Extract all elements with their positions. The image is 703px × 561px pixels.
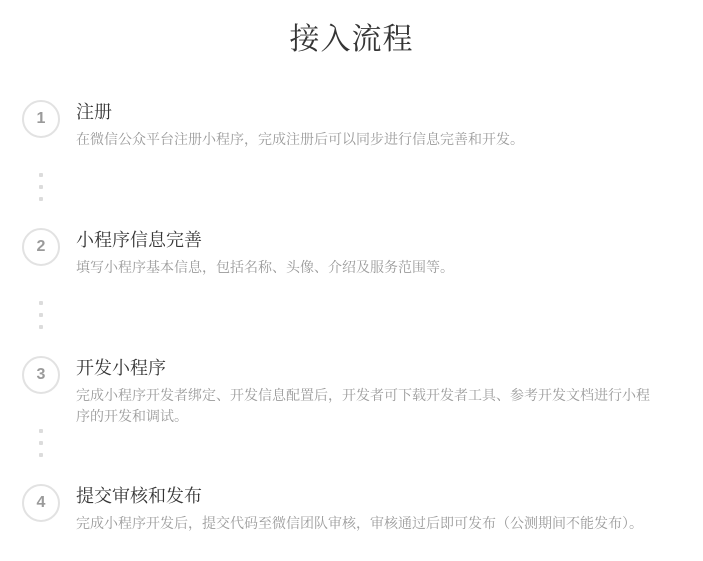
step-title: 小程序信息完善	[76, 230, 202, 250]
step-description: 完成小程序开发后，提交代码至微信团队审核，审核通过后即可发布（公测期间不能发布）。	[76, 515, 643, 531]
step-content	[76, 356, 658, 427]
step-content	[76, 484, 643, 534]
step-content	[76, 228, 454, 278]
step-number-badge: 2	[22, 228, 60, 266]
step-row	[22, 484, 658, 534]
step-row	[22, 356, 658, 427]
step-title: 提交审核和发布	[76, 486, 202, 506]
connector-dots-icon	[39, 429, 43, 457]
connector-dots-icon	[39, 301, 43, 329]
step-group-4	[22, 484, 658, 534]
page-title: 接入流程	[289, 23, 414, 56]
step-title: 注册	[76, 102, 112, 122]
step-group-2	[22, 228, 658, 356]
steps-list	[0, 100, 703, 534]
step-description: 填写小程序基本信息，包括名称、头像、介绍及服务范围等。	[76, 259, 454, 275]
step-number-badge: 4	[22, 484, 60, 522]
step-number-badge: 3	[22, 356, 60, 394]
step-content	[76, 100, 524, 150]
step-group-1	[22, 100, 658, 228]
step-group-3	[22, 356, 658, 484]
step-description: 在微信公众平台注册小程序，完成注册后可以同步进行信息完善和开发。	[76, 131, 524, 147]
step-row	[22, 100, 658, 150]
step-title: 开发小程序	[76, 358, 166, 378]
step-number-badge: 1	[22, 100, 60, 138]
step-description: 完成小程序开发者绑定、开发信息配置后，开发者可下载开发者工具、参考开发文档进行小程序的开发和调试。	[76, 387, 650, 424]
connector-dots-icon	[39, 173, 43, 201]
step-row	[22, 228, 658, 278]
